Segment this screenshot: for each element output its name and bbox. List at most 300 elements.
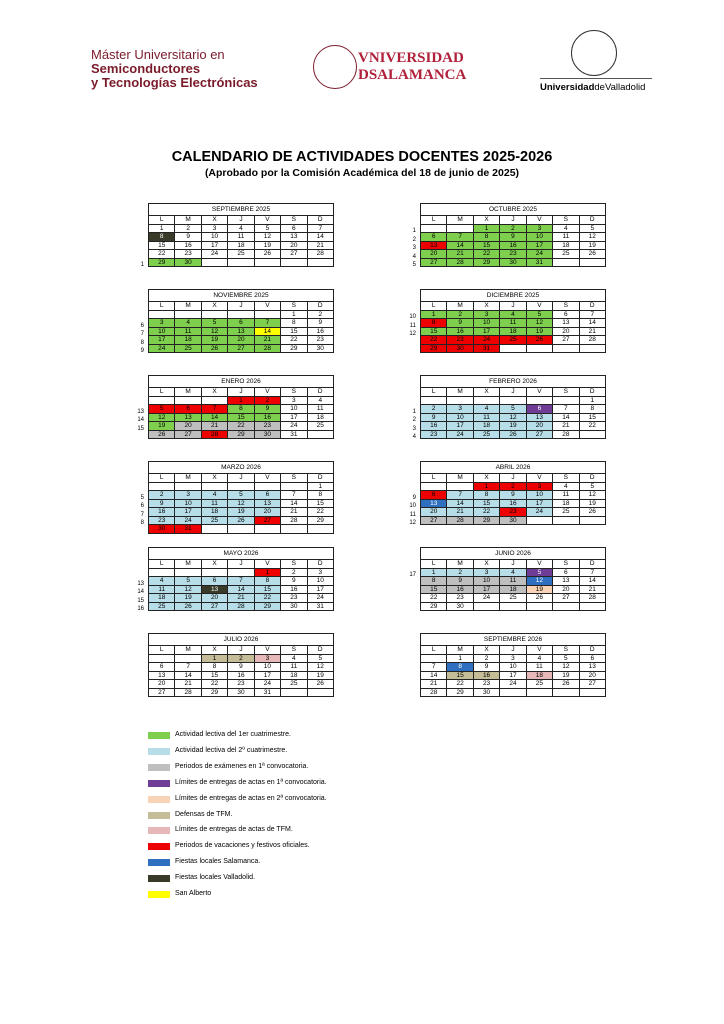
day-cell: 13 <box>281 233 307 242</box>
day-cell: 13 <box>201 585 227 594</box>
day-cell: 27 <box>149 688 175 697</box>
day-cell: 16 <box>175 241 201 250</box>
day-cell: 21 <box>307 241 333 250</box>
day-cell: 10 <box>473 319 499 328</box>
day-cell: 1 <box>421 310 447 319</box>
day-cell: 31 <box>473 344 499 353</box>
day-cell: 28 <box>447 516 473 525</box>
weekday-header: D <box>579 560 605 569</box>
day-cell: 28 <box>579 594 605 603</box>
weekday-header: L <box>149 474 175 483</box>
day-cell: 20 <box>175 422 201 431</box>
day-cell: 8 <box>254 577 280 586</box>
day-cell: 3 <box>526 224 552 233</box>
day-cell: 8 <box>421 577 447 586</box>
weekday-header: S <box>281 560 307 569</box>
day-cell <box>553 688 579 697</box>
day-cell: 4 <box>281 654 307 663</box>
week-number: 15 <box>137 597 144 604</box>
day-cell: 16 <box>254 413 280 422</box>
day-cell <box>553 516 579 525</box>
week-number: 6 <box>140 503 144 509</box>
day-cell: 7 <box>201 405 227 414</box>
day-cell: 9 <box>447 319 473 328</box>
day-cell: 5 <box>579 482 605 491</box>
day-cell: 23 <box>473 680 499 689</box>
day-cell: 4 <box>473 405 499 414</box>
day-cell <box>526 602 552 611</box>
day-cell: 17 <box>526 241 552 250</box>
day-cell: 21 <box>579 327 605 336</box>
week-number: 2 <box>412 417 416 423</box>
day-cell: 2 <box>500 224 526 233</box>
day-cell: 20 <box>228 336 254 345</box>
day-cell: 2 <box>254 396 280 405</box>
month-name: DICIEMBRE 2025 <box>421 290 606 302</box>
month-calendar <box>140 203 334 268</box>
day-cell: 15 <box>307 499 333 508</box>
day-cell <box>500 688 526 697</box>
day-cell: 19 <box>307 671 333 680</box>
day-cell: 20 <box>254 508 280 517</box>
legend-item <box>148 746 448 758</box>
day-cell: 14 <box>228 585 254 594</box>
day-cell: 15 <box>421 585 447 594</box>
legend-label: Actividad lectiva del 2º cuatrimestre. <box>175 746 288 754</box>
weekday-header: S <box>553 474 579 483</box>
legend-swatch <box>148 843 170 850</box>
weekday-header: X <box>201 302 227 311</box>
day-cell: 22 <box>254 594 280 603</box>
day-cell: 22 <box>149 250 175 259</box>
day-cell: 20 <box>421 508 447 517</box>
day-cell: 30 <box>473 688 499 697</box>
day-cell: 1 <box>201 654 227 663</box>
day-cell: 29 <box>473 258 499 267</box>
day-cell: 31 <box>175 525 201 534</box>
day-cell: 19 <box>526 585 552 594</box>
month-calendar <box>412 203 606 268</box>
day-cell: 18 <box>473 422 499 431</box>
weekday-header: S <box>553 646 579 655</box>
day-cell <box>307 525 333 534</box>
day-cell <box>201 525 227 534</box>
day-cell: 7 <box>421 663 447 672</box>
day-cell <box>254 525 280 534</box>
day-cell: 13 <box>553 319 579 328</box>
day-cell: 8 <box>579 405 605 414</box>
legend-item <box>148 889 448 901</box>
day-cell: 27 <box>553 336 579 345</box>
day-cell: 14 <box>553 413 579 422</box>
day-cell: 6 <box>254 491 280 500</box>
day-cell: 24 <box>526 250 552 259</box>
day-cell <box>526 688 552 697</box>
day-cell: 27 <box>201 602 227 611</box>
day-cell: 19 <box>228 508 254 517</box>
weekday-header: M <box>447 388 473 397</box>
day-cell: 22 <box>447 680 473 689</box>
day-cell: 4 <box>553 224 579 233</box>
day-cell: 14 <box>307 233 333 242</box>
day-cell: 17 <box>175 508 201 517</box>
day-cell: 25 <box>526 680 552 689</box>
day-cell: 17 <box>500 671 526 680</box>
week-number: 10 <box>409 314 416 320</box>
legend-label: Actividad lectiva del 1er cuatrimestre. <box>175 731 291 738</box>
day-cell: 24 <box>500 680 526 689</box>
legend-label: Periodos de vacaciones y festivos oficiales. <box>175 842 310 850</box>
day-cell: 15 <box>149 241 175 250</box>
weekday-header: V <box>526 216 552 225</box>
day-cell: 23 <box>149 516 175 525</box>
day-cell: 13 <box>175 413 201 422</box>
day-cell: 23 <box>175 250 201 259</box>
day-cell: 26 <box>307 680 333 689</box>
day-cell: 1 <box>447 654 473 663</box>
legend-item <box>148 778 448 790</box>
day-cell: 5 <box>553 654 579 663</box>
weekday-header: J <box>500 388 526 397</box>
weekday-header: M <box>447 474 473 483</box>
day-cell: 19 <box>500 422 526 431</box>
day-cell: 1 <box>307 482 333 491</box>
day-cell <box>579 688 605 697</box>
day-cell <box>526 516 552 525</box>
day-cell: 23 <box>421 430 447 439</box>
weekday-header: X <box>473 216 499 225</box>
day-cell: 27 <box>254 516 280 525</box>
day-cell: 6 <box>421 233 447 242</box>
month-name: NOVIEMBRE 2025 <box>149 290 334 302</box>
weekday-header: L <box>421 474 447 483</box>
month-name: ABRIL 2026 <box>421 462 606 474</box>
day-cell: 21 <box>228 594 254 603</box>
day-cell: 30 <box>254 430 280 439</box>
page-subtitle: (Aprobado por la Comisión Académica del 18 de junio de 2025) <box>204 167 520 179</box>
day-cell: 14 <box>175 671 201 680</box>
day-cell: 21 <box>579 585 605 594</box>
day-cell: 27 <box>421 516 447 525</box>
day-cell: 16 <box>447 585 473 594</box>
day-cell: 13 <box>526 413 552 422</box>
day-cell: 30 <box>500 258 526 267</box>
day-cell: 25 <box>149 602 175 611</box>
day-cell: 12 <box>500 413 526 422</box>
weekday-header: M <box>447 302 473 311</box>
day-cell: 2 <box>281 568 307 577</box>
day-cell: 18 <box>281 671 307 680</box>
day-cell: 11 <box>553 233 579 242</box>
day-cell: 24 <box>175 516 201 525</box>
day-cell: 30 <box>228 688 254 697</box>
day-cell: 10 <box>526 491 552 500</box>
day-cell <box>175 396 201 405</box>
day-cell: 3 <box>281 396 307 405</box>
day-cell: 12 <box>149 413 175 422</box>
page-title: CALENDARIO DE ACTIVIDADES DOCENTES 2025-2026 <box>171 149 553 165</box>
day-cell: 25 <box>281 680 307 689</box>
month-name: MAYO 2026 <box>149 548 334 560</box>
day-cell: 11 <box>473 413 499 422</box>
weekday-header: S <box>281 646 307 655</box>
day-cell <box>281 482 307 491</box>
week-number: 14 <box>137 417 144 423</box>
day-cell: 3 <box>254 654 280 663</box>
day-cell: 5 <box>149 405 175 414</box>
day-cell <box>201 258 227 267</box>
weekday-header: M <box>175 560 201 569</box>
day-cell: 24 <box>254 680 280 689</box>
week-number: 1 <box>412 228 416 234</box>
day-cell: 9 <box>473 663 499 672</box>
day-cell: 12 <box>201 327 227 336</box>
weekday-header: D <box>579 646 605 655</box>
day-cell: 27 <box>421 258 447 267</box>
day-cell: 1 <box>228 396 254 405</box>
day-cell: 23 <box>500 508 526 517</box>
day-cell: 12 <box>579 233 605 242</box>
day-cell: 23 <box>228 680 254 689</box>
legend-label: San Alberto <box>175 890 212 897</box>
day-cell: 23 <box>281 594 307 603</box>
day-cell <box>447 224 473 233</box>
day-cell: 18 <box>175 336 201 345</box>
weekday-header: M <box>447 560 473 569</box>
day-cell: 1 <box>149 224 175 233</box>
weekday-header: V <box>254 560 280 569</box>
day-cell: 30 <box>500 516 526 525</box>
day-cell: 7 <box>281 491 307 500</box>
day-cell: 28 <box>553 430 579 439</box>
week-number: 7 <box>140 511 144 518</box>
day-cell: 2 <box>447 310 473 319</box>
legend-swatch <box>148 748 170 755</box>
weekday-header: V <box>254 216 280 225</box>
day-cell: 31 <box>254 688 280 697</box>
day-cell: 15 <box>254 585 280 594</box>
day-cell: 2 <box>175 224 201 233</box>
day-cell: 17 <box>526 499 552 508</box>
weekday-header: X <box>473 646 499 655</box>
day-cell: 24 <box>526 508 552 517</box>
day-cell: 14 <box>579 319 605 328</box>
day-cell: 21 <box>447 508 473 517</box>
week-number: 4 <box>412 253 416 260</box>
weekday-header: S <box>553 216 579 225</box>
legend-swatch <box>148 827 170 834</box>
legend-item <box>148 730 448 742</box>
day-cell <box>500 344 526 353</box>
day-cell: 14 <box>579 577 605 586</box>
day-cell: 30 <box>307 344 333 353</box>
day-cell: 7 <box>447 233 473 242</box>
day-cell: 1 <box>473 224 499 233</box>
weekday-header: L <box>421 302 447 311</box>
day-cell <box>307 258 333 267</box>
day-cell: 9 <box>307 319 333 328</box>
day-cell: 21 <box>553 422 579 431</box>
day-cell: 6 <box>149 663 175 672</box>
day-cell: 9 <box>228 663 254 672</box>
day-cell: 6 <box>579 654 605 663</box>
day-cell: 14 <box>281 499 307 508</box>
weekday-header: J <box>228 560 254 569</box>
day-cell: 29 <box>254 602 280 611</box>
day-cell <box>579 602 605 611</box>
day-cell <box>281 258 307 267</box>
weekday-header: D <box>579 388 605 397</box>
day-cell: 13 <box>421 499 447 508</box>
day-cell <box>175 568 201 577</box>
day-cell <box>228 310 254 319</box>
master-line-3: y Tecnologías Electrónicas <box>91 75 258 90</box>
legend-swatch <box>148 764 170 771</box>
day-cell: 25 <box>553 508 579 517</box>
day-cell: 5 <box>307 654 333 663</box>
legend-swatch <box>148 875 170 882</box>
day-cell: 11 <box>201 499 227 508</box>
day-cell: 2 <box>228 654 254 663</box>
weekday-header: J <box>500 560 526 569</box>
day-cell: 5 <box>228 491 254 500</box>
day-cell: 23 <box>447 336 473 345</box>
day-cell: 27 <box>228 344 254 353</box>
legend-item <box>148 825 448 837</box>
month-name: SEPTIEMBRE 2025 <box>149 204 334 216</box>
week-number: 12 <box>409 520 416 526</box>
day-cell: 26 <box>526 336 552 345</box>
month-name: FEBRERO 2026 <box>421 376 606 388</box>
day-cell: 8 <box>473 233 499 242</box>
weekday-header: D <box>307 560 333 569</box>
day-cell: 10 <box>149 327 175 336</box>
day-cell: 21 <box>447 250 473 259</box>
weekday-header: S <box>553 388 579 397</box>
day-cell: 19 <box>254 241 280 250</box>
day-cell: 4 <box>149 577 175 586</box>
day-cell <box>526 344 552 353</box>
legend-label: Defensas de TFM. <box>175 810 233 818</box>
day-cell: 28 <box>201 430 227 439</box>
day-cell: 23 <box>254 422 280 431</box>
day-cell: 30 <box>175 258 201 267</box>
usal-seal-icon <box>313 45 357 89</box>
day-cell <box>553 344 579 353</box>
weekday-header: L <box>421 646 447 655</box>
legend-swatch <box>148 780 170 787</box>
day-cell <box>175 482 201 491</box>
day-cell: 19 <box>201 336 227 345</box>
day-cell: 13 <box>553 577 579 586</box>
day-cell: 13 <box>254 499 280 508</box>
day-cell <box>553 396 579 405</box>
day-cell: 19 <box>579 241 605 250</box>
legend-item <box>148 873 448 885</box>
weekday-header: V <box>526 302 552 311</box>
day-cell: 16 <box>447 327 473 336</box>
weekday-header: L <box>421 388 447 397</box>
month-name: JULIO 2026 <box>149 634 334 646</box>
month-name: SEPTIEMBRE 2026 <box>421 634 606 646</box>
day-cell: 18 <box>149 594 175 603</box>
weekday-header: V <box>254 646 280 655</box>
legend-label: Periodos de exámenes en 1ª convocatoria. <box>175 762 309 770</box>
day-cell <box>228 258 254 267</box>
day-cell: 3 <box>201 224 227 233</box>
month-name: OCTUBRE 2025 <box>421 204 606 216</box>
week-number: 10 <box>409 503 416 509</box>
week-number: 13 <box>137 580 144 587</box>
day-cell: 28 <box>175 688 201 697</box>
day-cell <box>307 430 333 439</box>
day-cell: 11 <box>526 663 552 672</box>
day-cell: 21 <box>281 508 307 517</box>
week-number: 7 <box>140 331 144 337</box>
day-cell: 6 <box>281 224 307 233</box>
day-cell: 20 <box>553 327 579 336</box>
day-cell: 18 <box>553 241 579 250</box>
day-cell: 15 <box>228 413 254 422</box>
day-cell: 25 <box>201 516 227 525</box>
month-name: ENERO 2026 <box>149 376 334 388</box>
day-cell: 26 <box>175 602 201 611</box>
week-number: 4 <box>412 434 416 440</box>
day-cell: 17 <box>473 327 499 336</box>
weekday-header: D <box>307 216 333 225</box>
week-number: 8 <box>140 520 144 526</box>
day-cell <box>307 688 333 697</box>
day-cell: 19 <box>175 594 201 603</box>
day-cell: 22 <box>307 508 333 517</box>
day-cell <box>473 396 499 405</box>
day-cell: 4 <box>228 224 254 233</box>
weekday-header: X <box>201 474 227 483</box>
day-cell <box>281 688 307 697</box>
weekday-header: L <box>149 302 175 311</box>
day-cell: 14 <box>447 499 473 508</box>
day-cell: 20 <box>553 585 579 594</box>
weekday-header: X <box>201 216 227 225</box>
day-cell: 16 <box>421 422 447 431</box>
day-cell: 28 <box>579 336 605 345</box>
day-cell <box>447 396 473 405</box>
day-cell <box>201 568 227 577</box>
day-cell: 6 <box>421 491 447 500</box>
day-cell: 2 <box>500 482 526 491</box>
day-cell: 9 <box>254 405 280 414</box>
month-calendar <box>140 461 334 534</box>
day-cell <box>579 430 605 439</box>
day-cell: 12 <box>307 663 333 672</box>
day-cell: 28 <box>254 344 280 353</box>
day-cell: 16 <box>228 671 254 680</box>
day-cell: 26 <box>201 344 227 353</box>
weekday-header: V <box>254 474 280 483</box>
day-cell: 18 <box>500 327 526 336</box>
day-cell: 17 <box>149 336 175 345</box>
day-cell: 2 <box>421 405 447 414</box>
day-cell: 27 <box>526 430 552 439</box>
day-cell: 23 <box>447 594 473 603</box>
day-cell: 8 <box>281 319 307 328</box>
day-cell <box>149 654 175 663</box>
day-cell: 31 <box>281 430 307 439</box>
day-cell: 24 <box>149 344 175 353</box>
weekday-header: J <box>500 302 526 311</box>
weekday-header: S <box>281 388 307 397</box>
day-cell <box>579 516 605 525</box>
